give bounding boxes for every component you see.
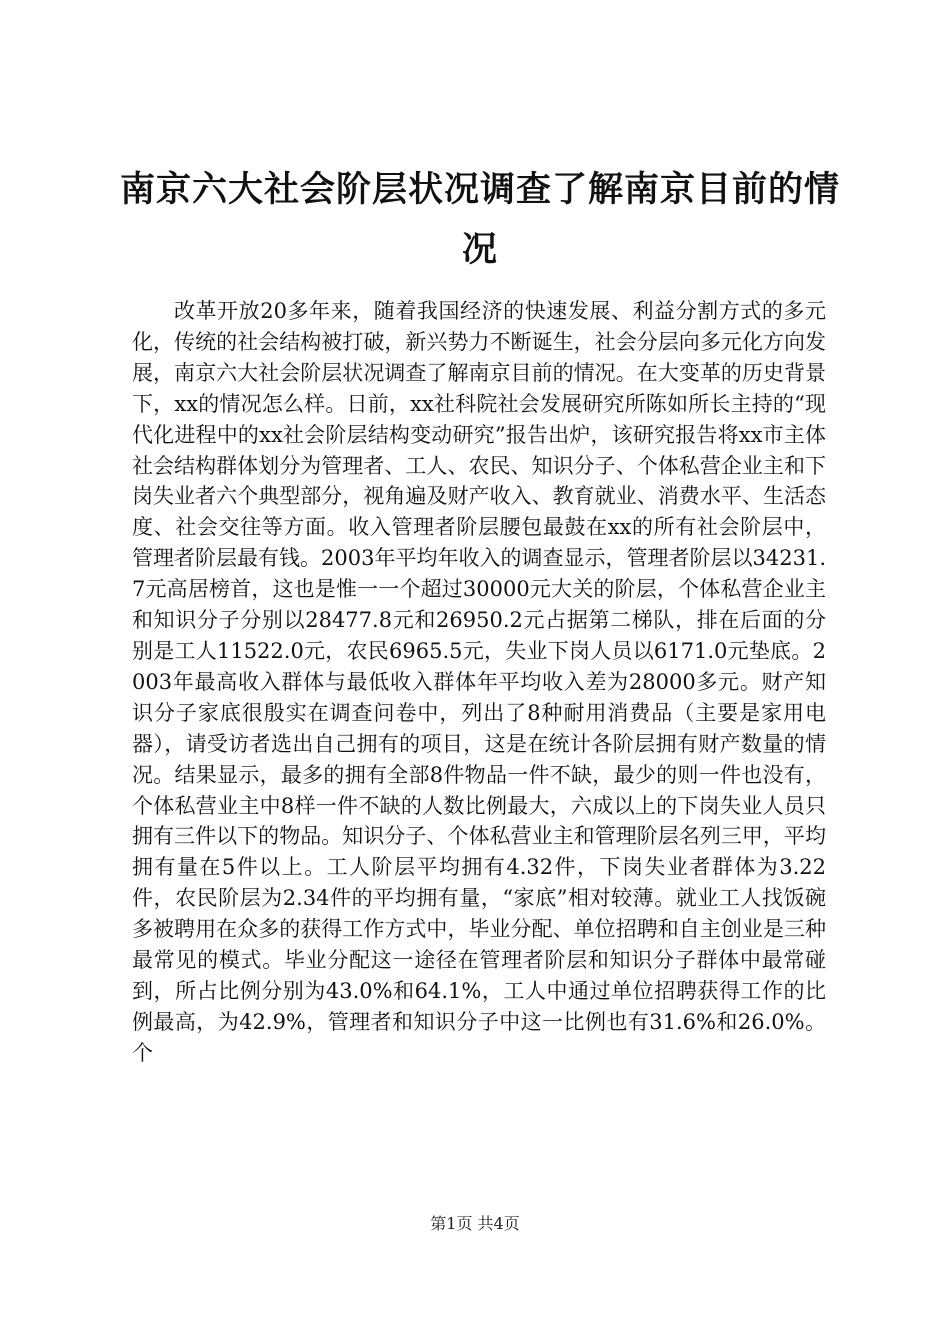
document-title: 南京六大社会阶层状况调查了解南京目前的情况: [120, 170, 841, 270]
body-paragraph: 改革开放20多年来，随着我国经济的快速发展、利益分割方式的多元化，传统的社会结构被打破，新兴势力不断诞生，社会分层向多元化方向发展，南京六大社会阶层状况调查了解南京目前的情况。在大变革的历史背景下，xx的情况怎么样。日前，xx社科院社会发展研究所陈如所长主持的“现代化进程中的xx社会阶层结构变动研究”报告出炉，该研究报告将xx市主体社会结构群体划分为管理者、工人、农民、知识分子、个体私营企业主和下岗失业者六个典型部分，视角遍及财产收入、教育就业、消费水平、生活态度、社会交往等方面。收入管理者阶层腰包最鼓在xx的所有社会阶层中，管理者阶层最有钱。2003年平均年收入的调查显示，管理者阶层以34231.7元高居榜首，这也是惟一一个超过30000元大关的阶层，个体私营企业主和知识分子分别以28477.8元和26950.2元占据第二梯队，排在后面的分别是工人11522.0元，农民6965.5元，失业下岗人员以6171.0元垫底。2003年最高收入群体与最低收入群体年平均收入差为28000多元。财产知识分子家底很殷实在调查问卷中，列出了8种耐用消费品（主要是家用电器），请受访者选出自己拥有的项目，这是在统计各阶层拥有财产数量的情况。结果显示，最多的拥有全部8件物品一件不缺，最少的则一件也没有，个体私营业主中8样一件不缺的人数比例最大，六成以上的下岗失业人员只拥有三件以下的物品。知识分子、个体私营业主和管理阶层名列三甲，平均拥有量在5件以上。工人阶层平均拥有4.32件，下岗失业者群体为3.22件，农民阶层为2.34件的平均拥有量，“家底”相对较薄。就业工人找饭碗多被聘用在众多的获得工作方式中，毕业分配、单位招聘和自主创业是三种最常见的模式。毕业分配这一途径在管理者阶层和知识分子群体中最常碰到，所占比例分别为43.0%和64.1%，工人中通过单位招聘获得工作的比例最高，为42.9%，管理者和知识分子中这一比例也有31.6%和26.0%。个: [132, 299, 826, 1065]
page-number-footer: 第1页 共4页: [430, 1214, 520, 1233]
